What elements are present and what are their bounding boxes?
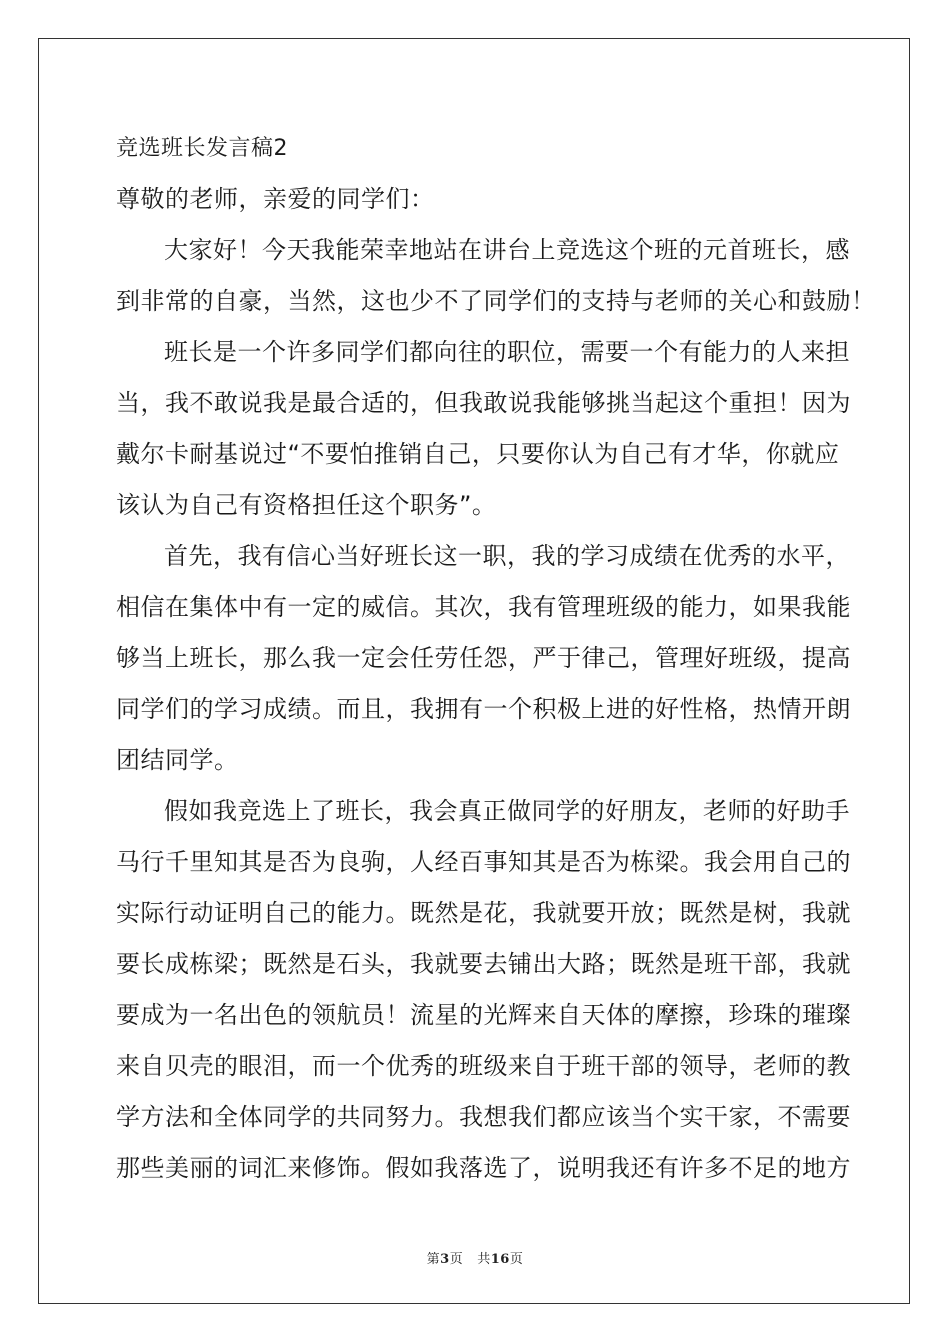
paragraph-line: 到非常的自豪，当然，这也少不了同学们的支持与老师的关心和鼓励！: [116, 287, 876, 315]
paragraph-line: 同学们的学习成绩。而且，我拥有一个积极上进的好性格，热情开朗: [116, 695, 851, 723]
paragraph-line: 大家好！今天我能荣幸地站在讲台上竞选这个班的元首班长，感: [164, 236, 850, 264]
paragraph-line: 戴尔卡耐基说过“不要怕推销自己，只要你认为自己有才华，你就应: [116, 440, 840, 468]
paragraph-line: 该认为自己有资格担任这个职务”。: [116, 491, 497, 519]
salutation: 尊敬的老师，亲爱的同学们：: [116, 185, 435, 213]
total-pages: 16: [490, 1252, 510, 1267]
document-title: 竞选班长发言稿2: [116, 136, 288, 161]
paragraph-line: 当，我不敢说我是最合适的，但我敢说我能够挑当起这个重担！因为: [116, 389, 851, 417]
paragraph-line: 够当上班长，那么我一定会任劳任怨，严于律己，管理好班级，提高: [116, 644, 851, 672]
total-prefix: 共: [477, 1252, 491, 1267]
paragraph-line: 学方法和全体同学的共同努力。我想我们都应该当个实干家，不需要: [116, 1103, 851, 1131]
paragraph-line: 那些美丽的词汇来修饰。假如我落选了，说明我还有许多不足的地方: [116, 1154, 851, 1182]
page-prefix: 第: [426, 1252, 441, 1267]
paragraph-line: 班长是一个许多同学们都向往的职位，需要一个有能力的人来担: [164, 338, 850, 366]
page-suffix: 页: [449, 1252, 464, 1267]
paragraph-line: 团结同学。: [116, 746, 239, 774]
total-suffix: 页: [509, 1252, 524, 1267]
paragraph-line: 马行千里知其是否为良驹，人经百事知其是否为栋梁。我会用自己的: [116, 848, 851, 876]
page-footer: [0, 1248, 950, 1267]
paragraph-line: 要成为一名出色的领航员！流星的光辉来自天体的摩擦，珍珠的璀璨: [116, 1001, 851, 1029]
document-body: [116, 128, 876, 1194]
paragraph-line: 来自贝壳的眼泪，而一个优秀的班级来自于班干部的领导，老师的教: [116, 1052, 851, 1080]
paragraph-line: 相信在集体中有一定的威信。其次，我有管理班级的能力，如果我能: [116, 593, 851, 621]
page-number: 3: [440, 1252, 450, 1267]
paragraph-line: 实际行动证明自己的能力。既然是花，我就要开放；既然是树，我就: [116, 899, 851, 927]
paragraph-line: 首先，我有信心当好班长这一职，我的学习成绩在优秀的水平，: [164, 542, 850, 570]
paragraph-line: 要长成栋梁；既然是石头，我就要去铺出大路；既然是班干部，我就: [116, 950, 851, 978]
paragraph-line: 假如我竞选上了班长，我会真正做同学的好朋友，老师的好助手: [164, 797, 850, 825]
